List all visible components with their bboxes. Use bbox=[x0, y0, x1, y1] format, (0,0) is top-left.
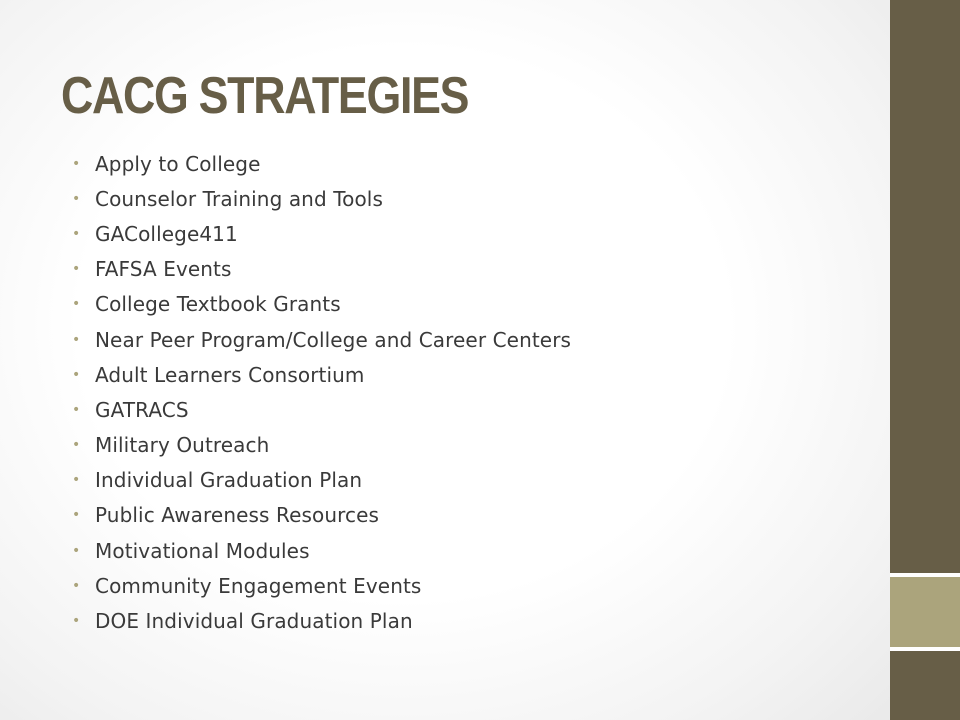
bullet-dot-icon: • bbox=[72, 190, 81, 207]
bullet-item bbox=[72, 498, 571, 533]
bullet-dot-icon: • bbox=[72, 507, 81, 524]
sidebar-dark-block-bottom bbox=[890, 651, 960, 720]
bullet-dot-icon: • bbox=[72, 401, 81, 418]
bullet-item bbox=[72, 216, 571, 251]
bullet-item bbox=[72, 252, 571, 287]
bullet-dot-icon: • bbox=[72, 613, 81, 630]
bullet-text: Near Peer Program/College and Career Centers bbox=[95, 327, 572, 352]
sidebar-dark-block-top bbox=[890, 0, 960, 573]
bullet-item bbox=[72, 357, 571, 392]
bullet-dot-icon: • bbox=[72, 155, 81, 172]
bullet-text: Motivational Modules bbox=[95, 538, 310, 563]
bullet-item bbox=[72, 533, 571, 568]
bullet-dot-icon: • bbox=[72, 472, 81, 489]
slide-title: CACG STRATEGIES bbox=[61, 67, 469, 125]
bullet-dot-icon: • bbox=[72, 225, 81, 242]
bullet-text: GATRACS bbox=[95, 397, 189, 422]
decorative-sidebar bbox=[890, 0, 960, 720]
bullet-item bbox=[72, 603, 571, 638]
bullet-item bbox=[72, 568, 571, 603]
bullet-dot-icon: • bbox=[72, 296, 81, 313]
bullet-text: DOE Individual Graduation Plan bbox=[95, 609, 413, 634]
bullet-dot-icon: • bbox=[72, 261, 81, 278]
bullet-dot-icon: • bbox=[72, 437, 81, 454]
bullet-item bbox=[72, 392, 571, 427]
bullet-text: Adult Learners Consortium bbox=[95, 362, 365, 387]
bullet-list bbox=[72, 146, 571, 639]
bullet-dot-icon: • bbox=[72, 366, 81, 383]
bullet-text: Counselor Training and Tools bbox=[95, 186, 383, 211]
bullet-item bbox=[72, 322, 571, 357]
bullet-text: College Textbook Grants bbox=[95, 292, 341, 317]
bullet-text: Individual Graduation Plan bbox=[95, 468, 363, 493]
bullet-item bbox=[72, 287, 571, 322]
bullet-item bbox=[72, 146, 571, 181]
bullet-text: FAFSA Events bbox=[95, 257, 232, 282]
sidebar-light-block bbox=[890, 577, 960, 647]
bullet-item bbox=[72, 463, 571, 498]
bullet-text: GACollege411 bbox=[95, 221, 238, 246]
bullet-text: Public Awareness Resources bbox=[95, 503, 380, 528]
bullet-dot-icon: • bbox=[72, 577, 81, 594]
bullet-text: Apply to College bbox=[95, 151, 261, 176]
bullet-text: Community Engagement Events bbox=[95, 573, 422, 598]
bullet-dot-icon: • bbox=[72, 331, 81, 348]
bullet-text: Military Outreach bbox=[95, 433, 270, 458]
bullet-item bbox=[72, 181, 571, 216]
bullet-item bbox=[72, 428, 571, 463]
bullet-dot-icon: • bbox=[72, 542, 81, 559]
